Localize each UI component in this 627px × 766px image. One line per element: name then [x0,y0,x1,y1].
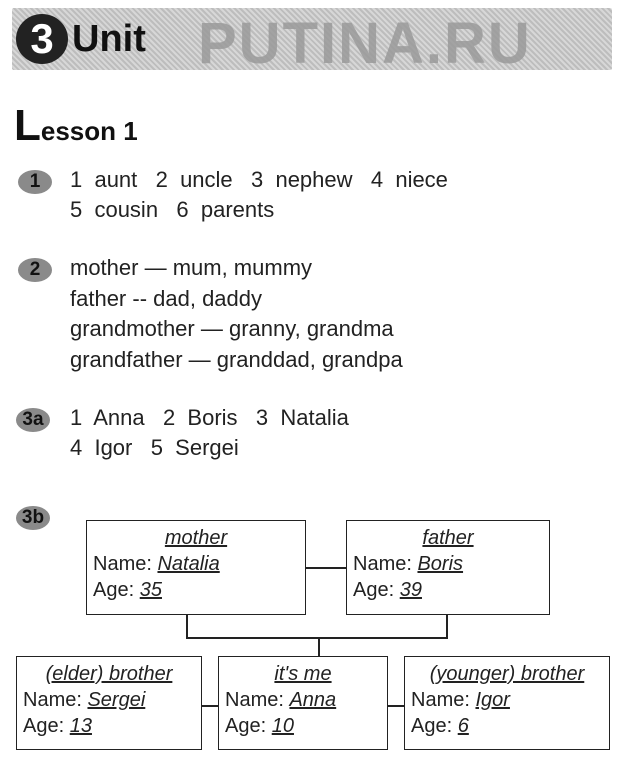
younger-brother-card [404,656,610,750]
father-card [346,520,550,615]
family-join-line [186,637,448,639]
exercise-1-badge: 1 [18,170,52,194]
exercise-3a-line-2: 4 Igor 5 Sergei [70,435,239,460]
exercise-1-line-2: 5 cousin 6 parents [70,197,275,222]
mother-age-value: 35 [139,579,162,601]
elder-brother-age-label: Age: [23,715,65,737]
elder-brother-name-label: Name: [23,689,82,711]
father-age-value: 39 [399,579,422,601]
mother-drop-line [186,614,188,638]
me-name-label: Name: [225,689,284,711]
exercise-2-badge: 2 [18,258,52,282]
me-name-value: Anna [289,689,337,711]
mother-name-label: Name: [93,553,152,575]
me-card [218,656,388,750]
father-drop-line [446,614,448,638]
me-age-label: Age: [225,715,267,737]
mother-card [86,520,306,615]
me-age-value: 10 [271,715,294,737]
exercise-2-line-3: grandmother — granny, grandma [70,316,394,341]
exercise-2-line-2: father -- dad, daddy [70,286,263,311]
elder-brother-age-value: 13 [69,715,92,737]
sibling-connector-left [202,705,218,707]
younger-brother-card-title: (younger) brother [429,663,585,685]
mother-age-label: Age: [93,579,135,601]
exercise-3b-badge: 3b [16,506,50,530]
father-age-label: Age: [353,579,395,601]
father-name-label: Name: [353,553,412,575]
elder-brother-name-value: Sergei [87,689,146,711]
lesson-rest: esson 1 [40,116,138,146]
sibling-connector-right [388,705,404,707]
lesson-heading [14,101,138,150]
exercise-2-line-1: mother — mum, mummy [70,255,313,280]
watermark: PUTINA.RU [198,11,532,70]
lesson-initial: L [14,101,41,150]
exercise-3a-line-1: 1 Anna 2 Boris 3 Natalia [70,405,349,430]
me-card-title: it's me [274,663,332,685]
younger-brother-name-value: Igor [475,689,510,711]
exercise-2-line-4: grandfather — granddad, grandpa [70,347,403,372]
younger-brother-name-label: Name: [411,689,470,711]
unit-banner [12,8,612,70]
parents-connector [305,567,347,569]
father-card-title: father [422,527,474,549]
father-name-value: Boris [417,553,464,575]
unit-number-badge: 3 [16,14,68,64]
exercise-3a-badge: 3a [16,408,50,432]
younger-brother-age-label: Age: [411,715,453,737]
children-drop-line [318,637,320,657]
elder-brother-card [16,656,202,750]
unit-title: Unit [72,18,146,60]
exercise-1-line-1: 1 aunt 2 uncle 3 nephew 4 niece [70,167,448,192]
younger-brother-age-value: 6 [457,715,469,737]
elder-brother-card-title: (elder) brother [45,663,173,685]
mother-card-title: mother [164,527,228,549]
mother-name-value: Natalia [157,553,220,575]
